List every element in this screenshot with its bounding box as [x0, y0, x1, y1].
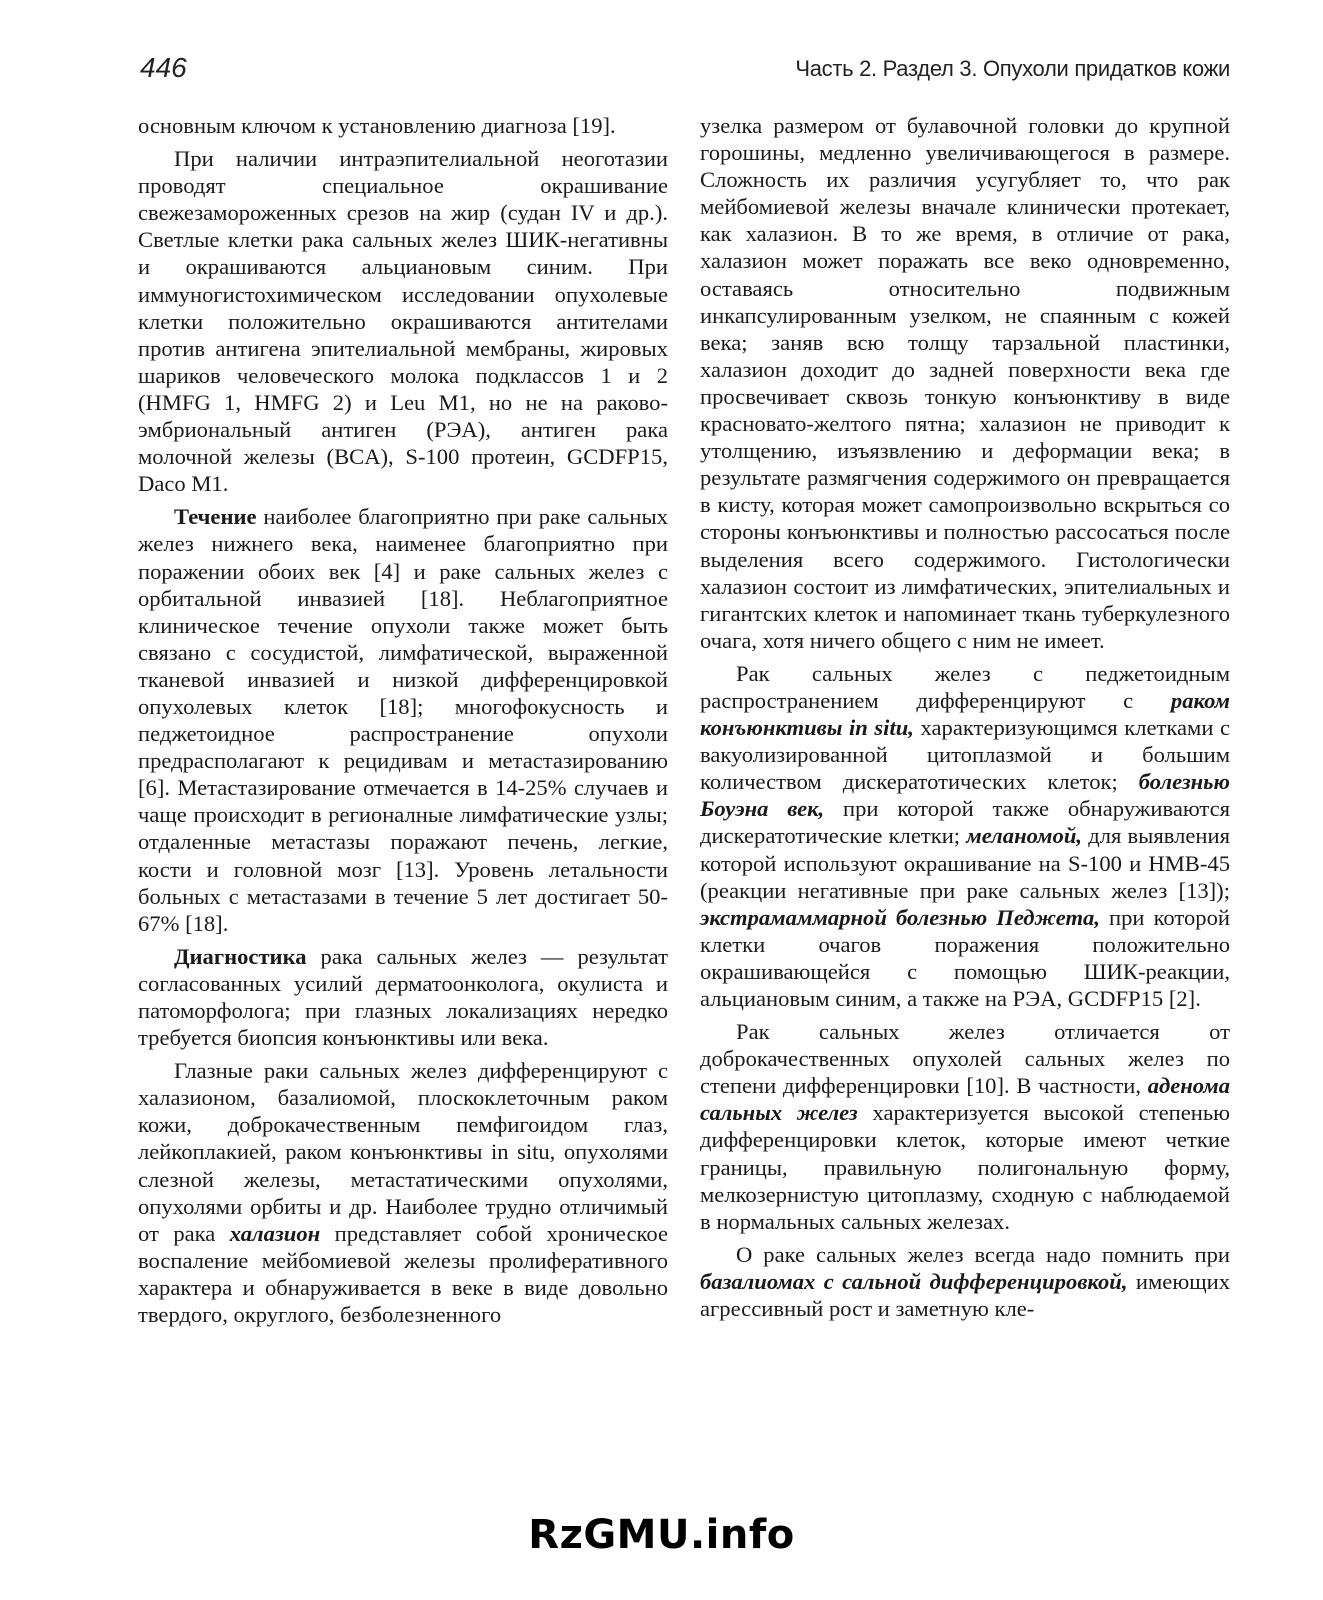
emphasis-term: раком конъюнктивы in situ,	[700, 687, 1230, 741]
paragraph-text: Глазные раки сальных желез дифференцируют с халазионом, базалиомой, плоскоклеточным раком кожи, доброкачественным пемфигоидом глаз, лейкоплакией, раком конъюнктивы in situ, опухолями слезной железы, метастатическими опухолями, опухолями орбиты и др. Наиболее трудно отличимый от рака	[138, 1058, 668, 1246]
paragraph	[138, 112, 668, 139]
paragraph-text: При наличии интраэпителиальной неоготазии проводят специальное окрашивание свежезамороженных срезов на жир (судан IV и др.). Светлые клетки рака сальных желез ШИК-негативны и окрашиваются альциановым синим. При иммуногистохимическом исследовании опухолевые клетки положительно окрашиваются антителами против антигена эпителиальной мембраны, жировых шариков человеческого молока подклассов 1 и 2 (HMFG 1, HMFG 2) и Leu M1, но не на раково-эмбриональный антиген (РЭА), антиген рака молочной железы (BCA), S-100 протеин, GCDFP15, Daco M1.	[138, 146, 668, 497]
paragraph	[138, 503, 668, 937]
paragraph	[138, 943, 668, 1051]
paragraph-text: для выявления которой используют окрашивание на S-100 и HMB-45 (реакции негативные при раке сальных желез [13]);	[700, 823, 1231, 903]
paragraph	[700, 1018, 1230, 1235]
paragraph-text: основным ключом к установлению диагноза [19].	[138, 113, 616, 138]
emphasis-term: базалиомах с сальной дифференцировкой,	[700, 1268, 1128, 1294]
paragraph	[138, 145, 668, 497]
paragraph	[138, 1057, 668, 1328]
paragraph-text: характеризующимся клетками с вакуолизированной цитоплазмой и большим количеством дискератотических клеток;	[700, 715, 1230, 795]
site-watermark: RzGMU.info	[528, 1512, 795, 1558]
emphasis-term: халазион	[229, 1220, 321, 1246]
section-lead: Течение	[174, 504, 257, 530]
paragraph-text: Рак сальных желез с педжетоидным распространением дифференцируют с	[700, 660, 1230, 713]
emphasis-term: экстрамаммарной болезнью Педжета,	[700, 904, 1100, 930]
left-column	[138, 112, 668, 1328]
paragraph-text: характеризуется высокой степенью дифференцировки клеток, которые имеют четкие границы, правильную полигональную форму, мелкозернистую цитоплазму, сходную с наблюдаемой в нормальных сальных железах.	[700, 1100, 1230, 1234]
paragraph-text: О раке сальных желез всегда надо помнить при	[736, 1241, 1230, 1267]
running-title: Часть 2. Раздел 3. Опухоли придатков кожи	[795, 56, 1230, 81]
paragraph-text: узелка размером от булавочной головки до крупной горошины, медленно увеличивающегося в размере. Сложность их различия усугубляет то, что рак мейбомиевой железы вначале клинически протекает, как халазион. В то же время, в отличие от рака, халазион может поражать все веко одновременно, оставаясь относительно подвижным инкапсулированным узелком, не спаянным с кожей века; заняв всю толщу тарзальной пластинки, халазион доходит до задней поверхности века где просвечивает сквозь тонкую конъюнктиву в виде красновато-желтого пятна; халазион не приводит к утолщению, изъязвлению и деформации века; в результате размягчения содержимого он превращается в кисту, которая может самопроизвольно вскрыться со стороны конъюнктивы и полностью рассосаться после выделения всего содержимого. Гистологически халазион состоит из лимфатических, эпителиальных и гигантских клеток и напоминает ткань туберкулезного очага, хотя ничего общего с ним не имеет.	[700, 113, 1230, 653]
paragraph-text: представляет собой хроническое воспаление мейбомиевой железы пролиферативного характера и обнаруживается в веке в виде довольно твердого, округлого, безболезненного	[138, 1220, 668, 1328]
paragraph-text: наиболее благоприятно при раке сальных желез нижнего века, наименее благоприятно при поражении обоих век [4] и раке сальных желез с орбитальной инвазией [18]. Неблагоприятное клиническое течение опухоли также может быть связано с сосудистой, лимфатической, выраженной тканевой инвазией и низкой дифференцировкой опухолевых клеток [18]; многофокусность и педжетоидное распространение опухоли предрасполагают к рецидивам и метастазированию [6]. Метастазирование отмечается в 14-25% случаев и чаще происходит в регионалные лимфатические узлы; отдаленные метастазы поражают печень, легкие, кости и головной мозг [13]. Уровень летальности больных с метастазами в течение 5 лет достигает 50-67% [18].	[138, 504, 668, 936]
right-column	[700, 112, 1230, 1322]
paragraph	[700, 660, 1230, 1012]
paragraph-text: при которой клетки очагов поражения положительно окрашивающейся с помощью ШИК-реакции, альциановым синим, а также на РЭА, GCDFP15 [2].	[700, 904, 1230, 1011]
emphasis-term: аденома сальных желез	[700, 1073, 1230, 1126]
page-number: 446	[140, 52, 187, 83]
paragraph-text: при которой также обнаруживаются дискератотические клетки;	[700, 796, 1230, 849]
paragraph-text: Рак сальных желез отличается от доброкачественных опухолей сальных желез по степени дифференцировки [10]. В частности,	[700, 1019, 1230, 1099]
paragraph-text: рака сальных желез — результат согласованных усилий дерматоонколога, окулиста и патоморфолога; при глазных локализациях нередко требуется биопсия конъюнктивы или века.	[138, 943, 668, 1051]
section-lead: Диагностика	[174, 943, 307, 969]
emphasis-term: болезнью Боуэна век,	[700, 769, 1230, 822]
emphasis-term: меланомой,	[966, 823, 1083, 849]
paragraph	[700, 112, 1230, 654]
paragraph	[700, 1241, 1230, 1322]
page-header	[140, 52, 1230, 92]
paragraph-text: имеющих агрессивный рост и заметную кле-	[700, 1268, 1230, 1322]
